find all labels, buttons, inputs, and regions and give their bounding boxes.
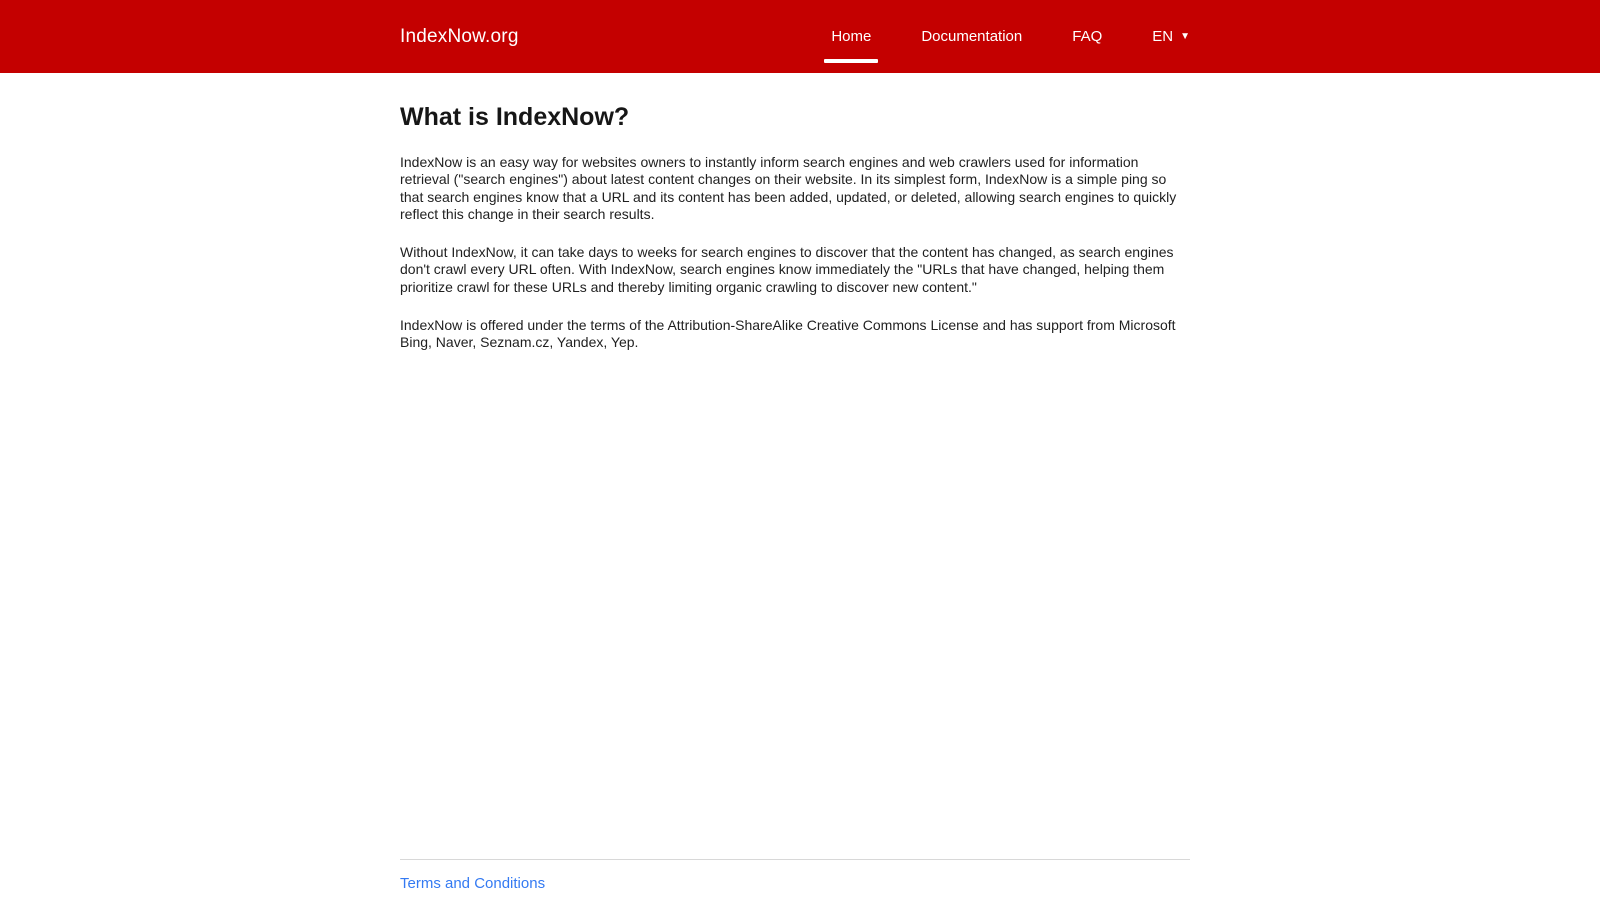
nav-item-home[interactable] [831, 0, 871, 73]
page-title: What is IndexNow? [400, 103, 630, 131]
header [0, 0, 1600, 73]
nav-item-faq[interactable] [1072, 0, 1102, 73]
nav-home-label: Home [831, 28, 872, 45]
terms-and-conditions-link[interactable]: Terms and Conditions [400, 875, 546, 892]
main-content [400, 101, 1188, 352]
nav-faq-label: FAQ [1072, 28, 1103, 45]
nav-item-documentation[interactable] [921, 0, 1022, 73]
language-label: EN [1152, 28, 1174, 45]
header-inner [400, 0, 1190, 73]
benefits-paragraph: Without IndexNow, it can take days to weeks for search engines to discover that the content has changed, as search engines don't crawl every URL often. With IndexNow, search engines know immediately the "URLs that have changed, helping them prioritize crawl for these URLs and thereby limiting organic crawling to discover new content." [400, 244, 1174, 295]
top-nav [831, 0, 1190, 73]
brand-logo[interactable]: IndexNow.org [400, 25, 519, 47]
active-tab-underline [824, 59, 878, 63]
footer [400, 859, 1190, 893]
license-paragraph: IndexNow is offered under the terms of the Attribution-ShareAlike Creative Commons License and has support from Microsoft Bing, Naver, Seznam.cz, Yandex, Yep. [400, 317, 1176, 351]
language-selector[interactable] [1152, 0, 1190, 73]
nav-documentation-label: Documentation [921, 28, 1023, 45]
intro-paragraph: IndexNow is an easy way for websites owners to instantly inform search engines and web crawlers used for information retrieval ("search engines") about latest content changes on their website. In its simplest form, IndexNow is a simple ping so that search engines know that a URL and its content has been added, updated, or deleted, allowing search engines to quickly reflect this change in their search results. [400, 154, 1177, 222]
chevron-down-icon: ▼ [1180, 30, 1190, 42]
